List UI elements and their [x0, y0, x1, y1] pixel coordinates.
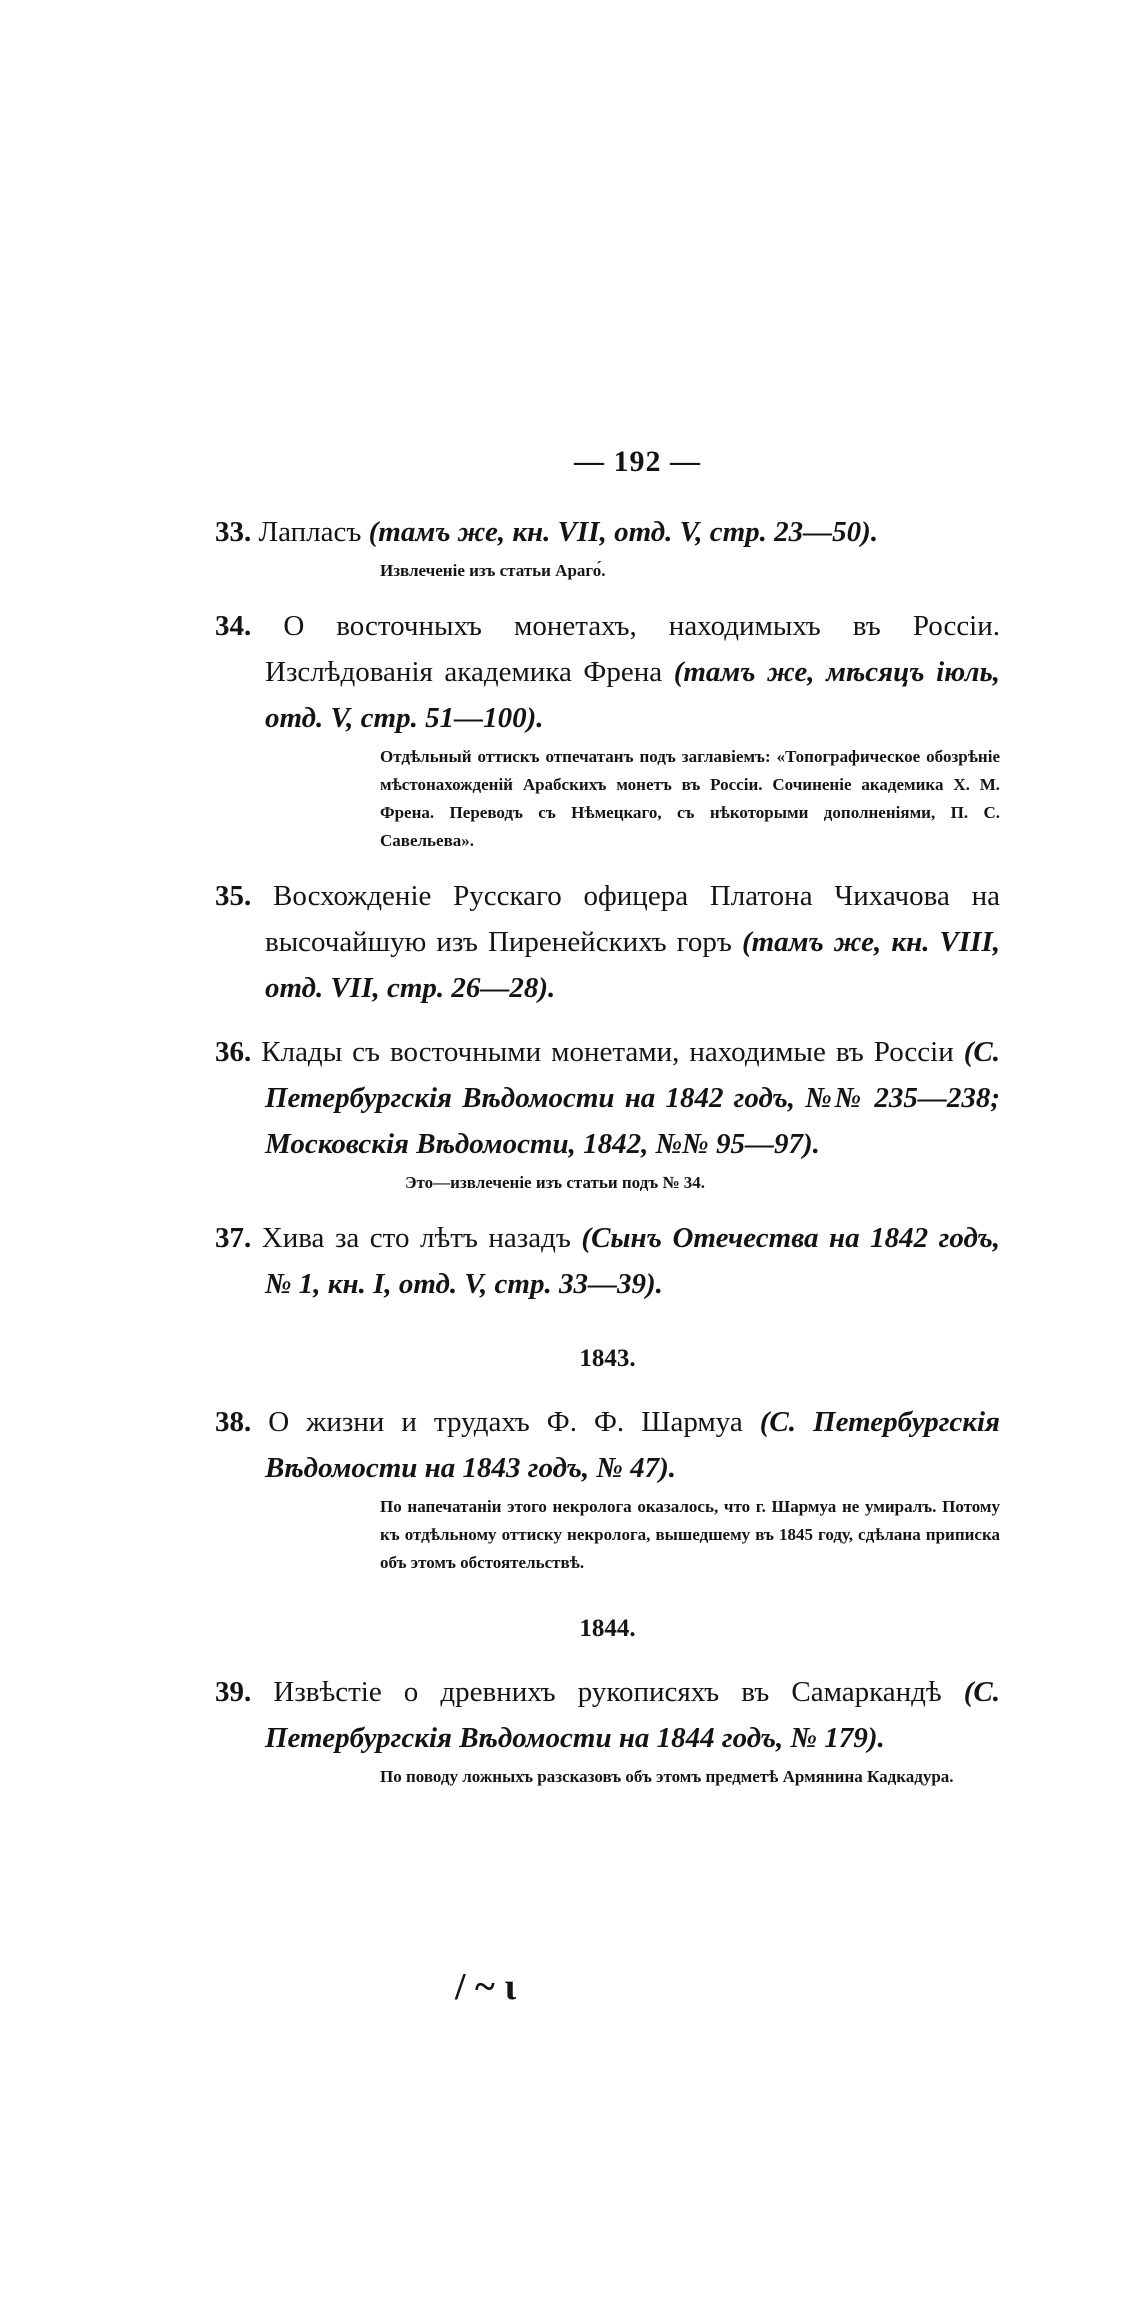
entry-note: Извлеченіе изъ статьи Араго́. [380, 561, 606, 580]
entry-source: (С. Петербургскія Вѣдомости на 1842 годъ, №№ 235—238; Московскія Вѣдомости, 1842, №№ 95—97). [265, 1036, 1000, 1160]
entry-source: (С. Петербургскія Вѣдомости на 1843 годъ, № 47). [265, 1406, 1000, 1484]
entry-title-text: Лапласъ [258, 516, 369, 548]
bibliography-entry [215, 873, 1000, 1011]
year-heading: 1844. [579, 1615, 636, 1642]
entry-source: (С. Петербургскія Вѣдомости на 1844 годъ, № 179). [265, 1676, 1001, 1754]
entry-number: 34. [215, 610, 284, 642]
entry-title [215, 1215, 1000, 1307]
page-number: — 192 — [574, 445, 701, 478]
entry-title [215, 1669, 1000, 1761]
footer-mark: / ~ ι [455, 1966, 517, 2008]
entry-title-text: Извѣстіе о древнихъ рукописяхъ въ Самаркандѣ [273, 1676, 964, 1708]
entry-source: (тамъ же, кн. VIII, отд. VII, стр. 26—28). [265, 926, 1000, 1004]
entry-number: 37. [215, 1222, 262, 1254]
entry-number: 36. [215, 1036, 262, 1068]
entry-title [215, 509, 1000, 555]
entries-list [215, 509, 1000, 1791]
entry-number: 38. [215, 1406, 269, 1438]
entry-note: По напечатаніи этого некролога оказалось, что г. Шармуа не умиралъ. Потому къ отдѣльному оттиску некролога, вышедшему въ 1845 году, сдѣлана приписка объ этомъ обстоятельствѣ. [380, 1497, 1000, 1572]
year-heading: 1843. [579, 1345, 636, 1372]
entry-title-text: Клады съ восточными монетами, находимые въ Россіи [261, 1036, 964, 1068]
entry-number: 39. [215, 1676, 274, 1708]
entry-title-text: О жизни и трудахъ Ф. Ф. Шармуа [268, 1406, 760, 1438]
bibliography-entry [215, 1215, 1000, 1307]
entry-title-text: О восточныхъ монетахъ, находимыхъ въ Россіи. Изслѣдованія академика Френа [265, 610, 1001, 688]
entry-title [215, 1399, 1000, 1491]
bibliography-entry [215, 603, 1000, 855]
entry-title [215, 1029, 1000, 1167]
entry-title [215, 873, 1000, 1011]
entry-title [215, 603, 1000, 741]
bibliography-entry [215, 1029, 1000, 1197]
entry-title-text: Хива за сто лѣтъ назадъ [261, 1222, 582, 1254]
entry-source: (тамъ же, мѣсяцъ іюль, отд. V, стр. 51—100). [265, 656, 1000, 734]
page-content [215, 445, 1000, 1809]
entry-number: 33. [215, 516, 259, 548]
bibliography-entry [215, 509, 1000, 585]
bibliography-entry [215, 1669, 1000, 1791]
entry-title-text: Восхожденіе Русскаго офицера Платона Чихачова на высочайшую изъ Пиренейскихъ горъ [265, 880, 1000, 958]
entry-source: (тамъ же, кн. VII, отд. V, стр. 23—50). [368, 516, 879, 548]
entry-number: 35. [215, 880, 274, 912]
bibliography-entry [215, 1399, 1000, 1577]
entry-note: Это—извлеченіе изъ статьи подъ № 34. [405, 1173, 706, 1192]
entry-note: По поводу ложныхъ разсказовъ объ этомъ предметѣ Армянина Кадкадура. [380, 1767, 954, 1786]
entry-note: Отдѣльный оттискъ отпечатанъ подъ заглавіемъ: «Топографическое обозрѣніе мѣстонахожденій Арабскихъ монетъ въ Россіи. Сочиненіе академика Х. М. Френа. Переводъ съ Нѣмецкаго, съ нѣкоторыми дополненіями, П. С. Савельева». [380, 747, 1000, 850]
entry-source: (Сынъ Отечества на 1842 годъ, № 1, кн. I, отд. V, стр. 33—39). [265, 1222, 1000, 1300]
